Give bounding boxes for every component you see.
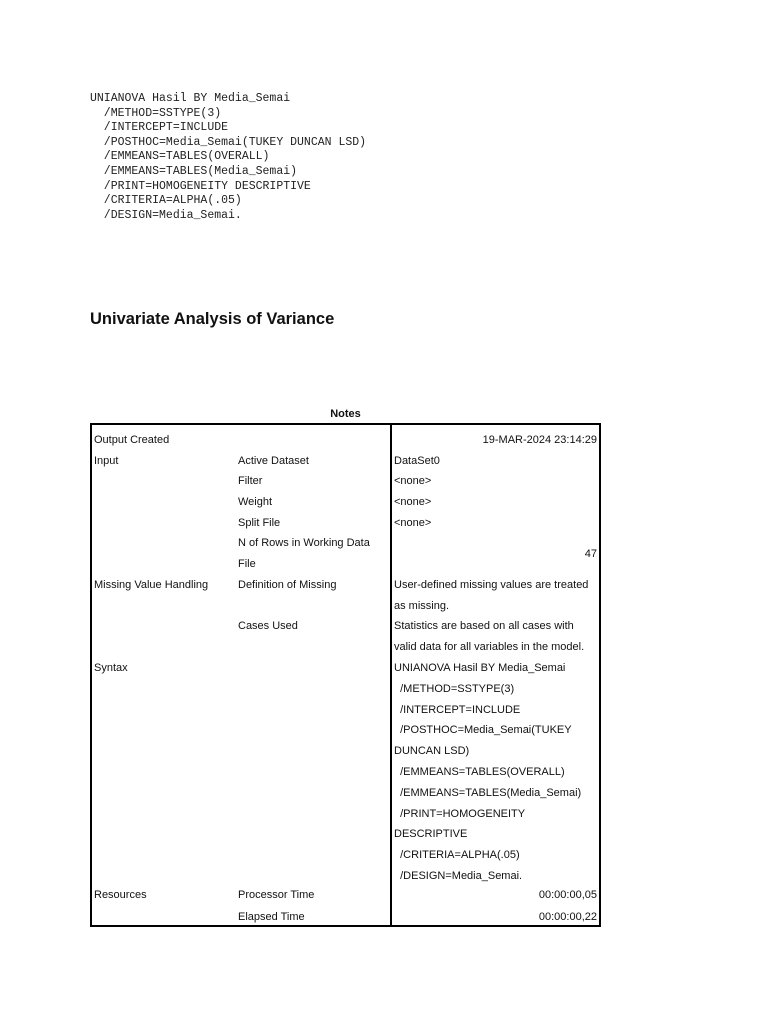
elapsed-time-label: Elapsed Time bbox=[238, 911, 305, 923]
filter-value: <none> bbox=[394, 475, 432, 487]
definition-of-missing-value: User-defined missing values are treated as missing. bbox=[394, 579, 589, 612]
notes-table-caption: Notes bbox=[330, 408, 361, 420]
syntax-line: /EMMEANS=TABLES(OVERALL) bbox=[90, 150, 270, 164]
cases-used-value: Statistics are based on all cases with valid data for all variables in the model. bbox=[394, 620, 585, 653]
syntax-line: /DESIGN=Media_Semai. bbox=[90, 208, 242, 222]
active-dataset-value: DataSet0 bbox=[394, 455, 440, 467]
elapsed-time-value: 00:00:00,22 bbox=[538, 911, 597, 923]
weight-label: Weight bbox=[238, 496, 273, 508]
column-divider bbox=[390, 425, 392, 925]
page-title: Univariate Analysis of Variance bbox=[90, 310, 335, 328]
syntax-label: Syntax bbox=[94, 662, 128, 674]
filter-label: Filter bbox=[238, 475, 263, 487]
split-file-label: Split File bbox=[238, 517, 281, 529]
active-dataset-label: Active Dataset bbox=[238, 455, 309, 467]
syntax-line: /INTERCEPT=INCLUDE bbox=[90, 121, 229, 135]
syntax-value: UNIANOVA Hasil BY Media_Semai /METHOD=SSTYPE(3) /INTERCEPT=INCLUDE /POSTHOC=Media_Semai(TUKEY DUNCAN LSD) /EMMEANS=TABLES(OVERALL) /EMMEANS=TABLES(Media_Semai) /PRINT=HOMOGENEITY DESCRIPTIVE /CRITERIA=ALPHA(.05) /DESIGN=Media_Semai. bbox=[394, 662, 582, 882]
syntax-line: /PRINT=HOMOGENEITY DESCRIPTIVE bbox=[90, 179, 311, 193]
resources-label: Resources bbox=[94, 889, 147, 901]
syntax-line: UNIANOVA Hasil BY Media_Semai bbox=[90, 92, 291, 105]
definition-of-missing-label: Definition of Missing bbox=[238, 579, 337, 591]
cases-used-label: Cases Used bbox=[238, 620, 298, 632]
weight-value: <none> bbox=[394, 496, 432, 508]
n-rows-label: N of Rows in Working Data File bbox=[238, 537, 370, 570]
syntax-code-block bbox=[90, 92, 366, 223]
syntax-line: /POSTHOC=Media_Semai(TUKEY DUNCAN LSD) bbox=[90, 135, 367, 149]
notes-table bbox=[90, 423, 601, 927]
syntax-line: /CRITERIA=ALPHA(.05) bbox=[90, 194, 242, 208]
missing-value-handling-label: Missing Value Handling bbox=[94, 579, 209, 591]
output-created-value: 19-MAR-2024 23:14:29 bbox=[482, 434, 597, 446]
output-created-label: Output Created bbox=[94, 434, 170, 446]
n-rows-value: 47 bbox=[584, 548, 597, 560]
split-file-value: <none> bbox=[394, 517, 432, 529]
input-label: Input bbox=[94, 455, 119, 467]
syntax-line: /EMMEANS=TABLES(Media_Semai) bbox=[90, 164, 298, 178]
processor-time-value: 00:00:00,05 bbox=[538, 889, 597, 901]
syntax-line: /METHOD=SSTYPE(3) bbox=[90, 106, 222, 120]
processor-time-label: Processor Time bbox=[238, 889, 315, 901]
